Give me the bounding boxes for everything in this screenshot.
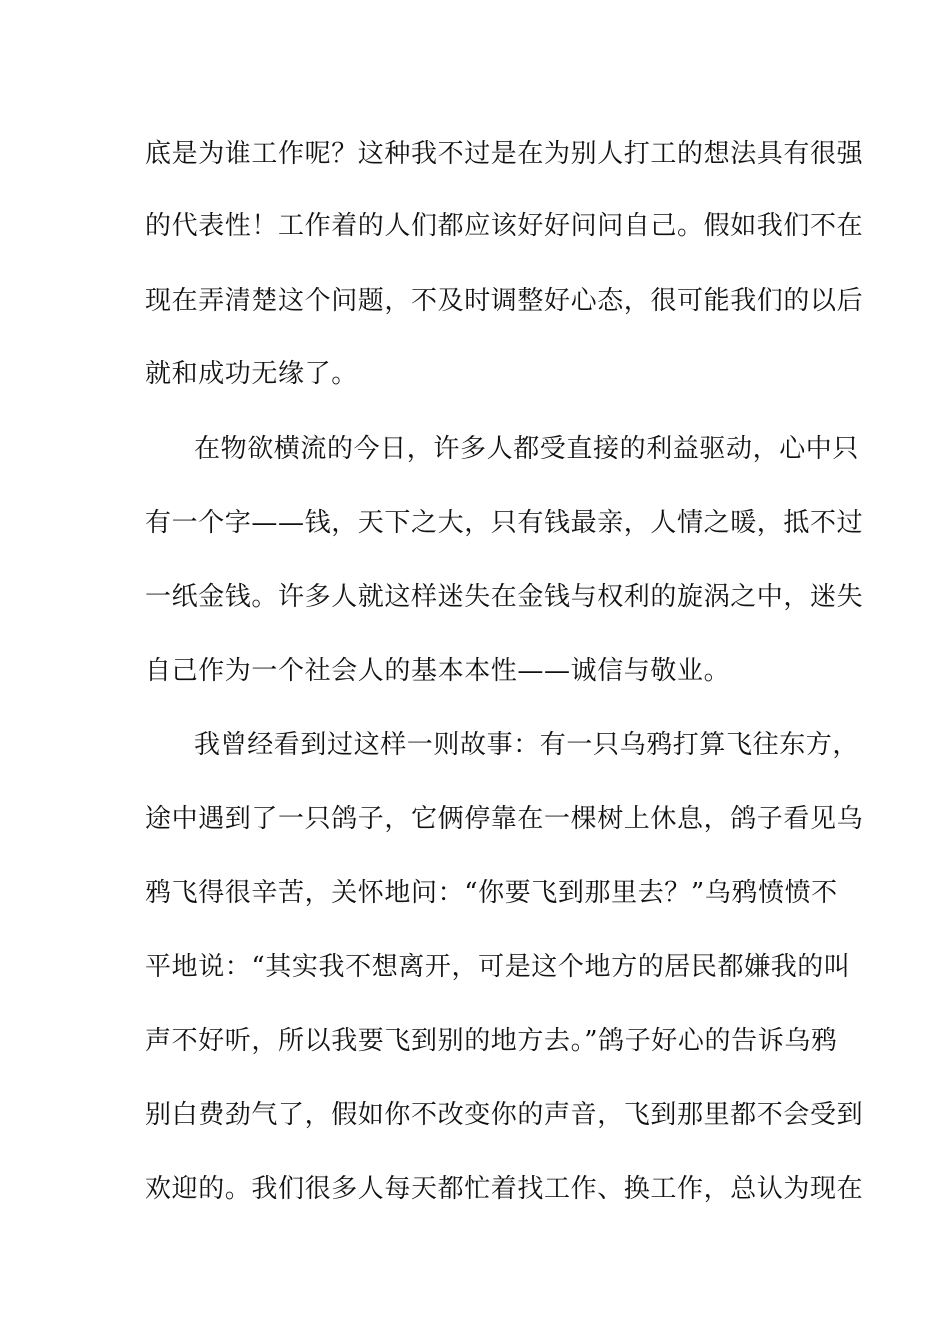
text-line-6: 有一个字——钱，天下之大，只有钱最亲，人情之暖，抵不过 (145, 508, 864, 538)
text-line-11: 鸦飞得很辛苦，关怀地问：“你要飞到那里去？”乌鸦愤愤不 (145, 878, 838, 908)
text-line-7: 一纸金钱。许多人就这样迷失在金钱与权利的旋涡之中，迷失 (145, 582, 864, 612)
text-line-1: 底是为谁工作呢？这种我不过是在为别人打工的想法具有很强 (145, 139, 864, 169)
paragraph-3-first-line: 我曾经看到过这样一则故事：有一只乌鸦打算飞往东方， (194, 730, 860, 760)
text-line-14: 别白费劲气了，假如你不改变你的声音，飞到那里都不会受到 (145, 1100, 864, 1130)
text-line-8: 自己作为一个社会人的基本本性——诚信与敬业。 (145, 656, 731, 686)
paragraph-2-first-line: 在物欲横流的今日，许多人都受直接的利益驱动，心中只 (194, 434, 860, 464)
text-line-4: 就和成功无缘了。 (145, 359, 358, 389)
text-line-2: 的代表性！工作着的人们都应该好好问问自己。假如我们不在 (145, 211, 864, 241)
text-line-15: 欢迎的。我们很多人每天都忙着找工作、换工作，总认为现在 (145, 1174, 864, 1204)
text-line-3: 现在弄清楚这个问题，不及时调整好心态，很可能我们的以后 (145, 286, 864, 316)
text-line-12: 平地说：“其实我不想离开，可是这个地方的居民都嫌我的叫 (145, 952, 851, 982)
text-line-13: 声不好听，所以我要飞到别的地方去。”鸽子好心的告诉乌鸦 (145, 1026, 838, 1056)
text-line-10: 途中遇到了一只鸽子，它俩停靠在一棵树上休息，鸽子看见乌 (145, 804, 864, 834)
